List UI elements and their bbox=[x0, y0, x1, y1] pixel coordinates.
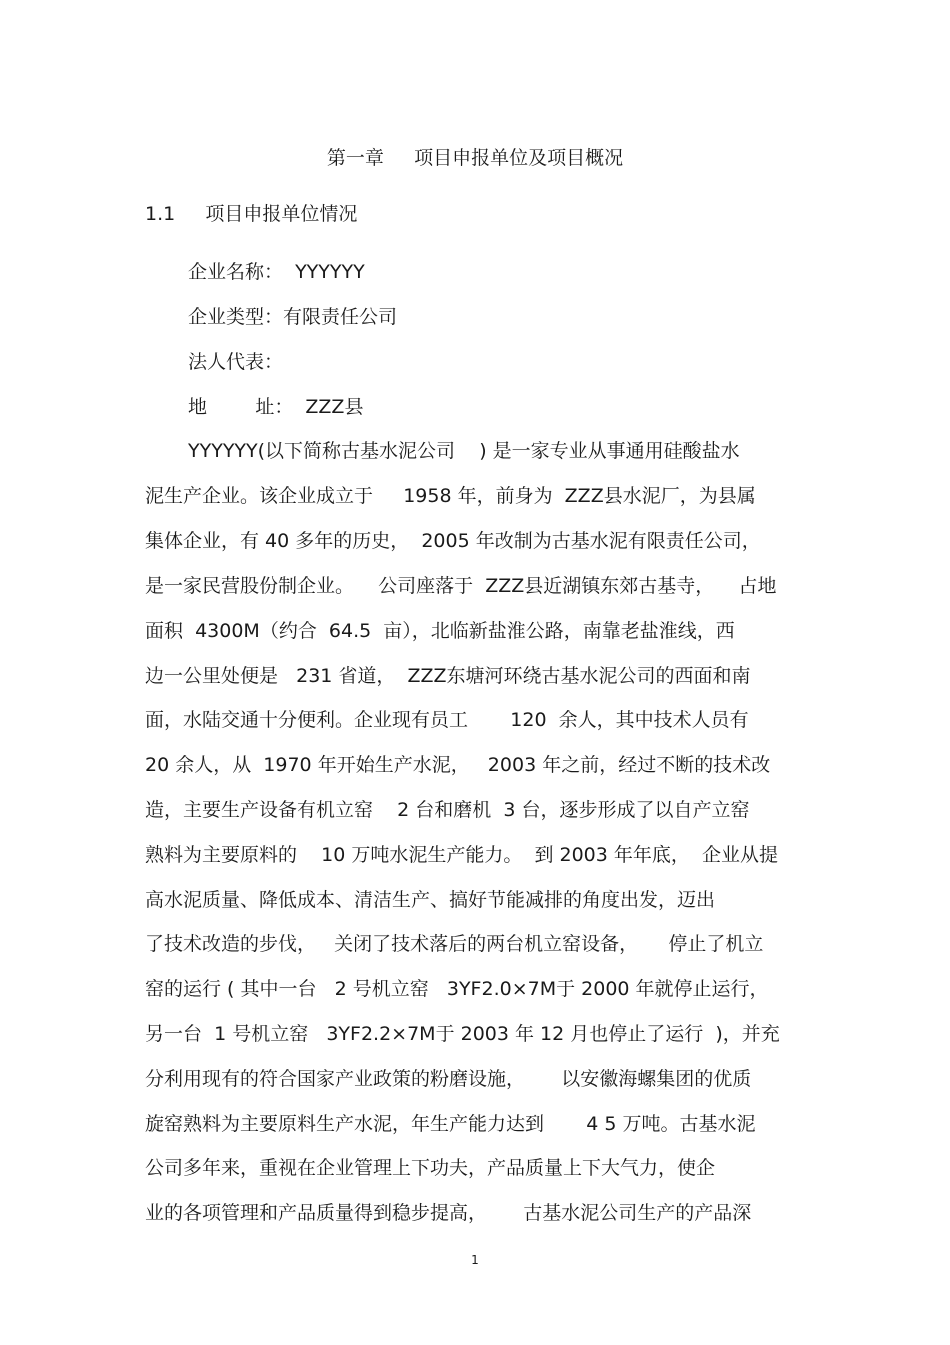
paragraph-line: 分利用现有的符合国家产业政策的粉磨设施， 以安徽海螺集团的优质 bbox=[145, 1068, 752, 1090]
paragraph-line: 20 余人，从 1970 年开始生产水泥， 2003 年之前，经过不断的技术改 bbox=[145, 754, 771, 776]
paragraph-line: 是一家民营股份制企业。 公司座落于 ZZZ县近湖镇东郊古基寺， 占地 bbox=[145, 575, 777, 597]
paragraph-line: 另一台 1 号机立窑 3YF2.2×7M于 2003 年 12 月也停止了运行 )，并充 bbox=[145, 1023, 780, 1045]
field-address: 地 址： ZZZ县 bbox=[188, 396, 364, 418]
paragraph-line: 公司多年来，重视在企业管理上下功夫，产品质量上下大气力，使企 bbox=[145, 1157, 716, 1179]
paragraph-line: 高水泥质量、降低成本、清洁生产、搞好节能减排的角度出发，迈出 bbox=[145, 889, 716, 911]
paragraph-line: 面，水陆交通十分便利。企业现有员工 120 余人，其中技术人员有 bbox=[145, 709, 749, 731]
field-legal-representative: 法人代表： bbox=[188, 351, 284, 373]
paragraph-line: YYYYYY(以下简称古基水泥公司 ) 是一家专业从事通用硅酸盐水 bbox=[188, 440, 740, 462]
paragraph-line: 了技术改造的步伐， 关闭了技术落后的两台机立窑设备， 停止了机立 bbox=[145, 933, 764, 955]
paragraph-line: 泥生产企业。该企业成立于 1958 年，前身为 ZZZ县水泥厂，为县属 bbox=[145, 485, 756, 507]
paragraph-line: 业的各项管理和产品质量得到稳步提高， 古基水泥公司生产的产品深 bbox=[145, 1202, 752, 1224]
chapter-title: 第一章 项目申报单位及项目概况 bbox=[326, 147, 624, 169]
paragraph-line: 熟料为主要原料的 10 万吨水泥生产能力。 到 2003 年年底， 企业从提 bbox=[145, 844, 778, 866]
field-company-name: 企业名称： YYYYYY bbox=[188, 261, 365, 283]
paragraph-line: 窑的运行 ( 其中一台 2 号机立窑 3YF2.0×7M于 2000 年就停止运行， bbox=[145, 978, 769, 1000]
paragraph-line: 造，主要生产设备有机立窑 2 台和磨机 3 台，逐步形成了以自产立窑 bbox=[145, 799, 750, 821]
paragraph-line: 集体企业，有 40 多年的历史， 2005 年改制为古基水泥有限责任公司， bbox=[145, 530, 761, 552]
section-title: 1.1 项目申报单位情况 bbox=[145, 203, 358, 225]
field-company-type: 企业类型：有限责任公司 bbox=[188, 306, 398, 328]
paragraph-line: 旋窑熟料为主要原料生产水泥，年生产能力达到 4 5 万吨。古基水泥 bbox=[145, 1113, 756, 1135]
page-number: 1 bbox=[471, 1253, 479, 1267]
paragraph-line: 边一公里处便是 231 省道， ZZZ东塘河环绕古基水泥公司的西面和南 bbox=[145, 665, 751, 687]
paragraph-line: 面积 4300M（约合 64.5 亩），北临新盐淮公路，南靠老盐淮线，西 bbox=[145, 620, 735, 642]
